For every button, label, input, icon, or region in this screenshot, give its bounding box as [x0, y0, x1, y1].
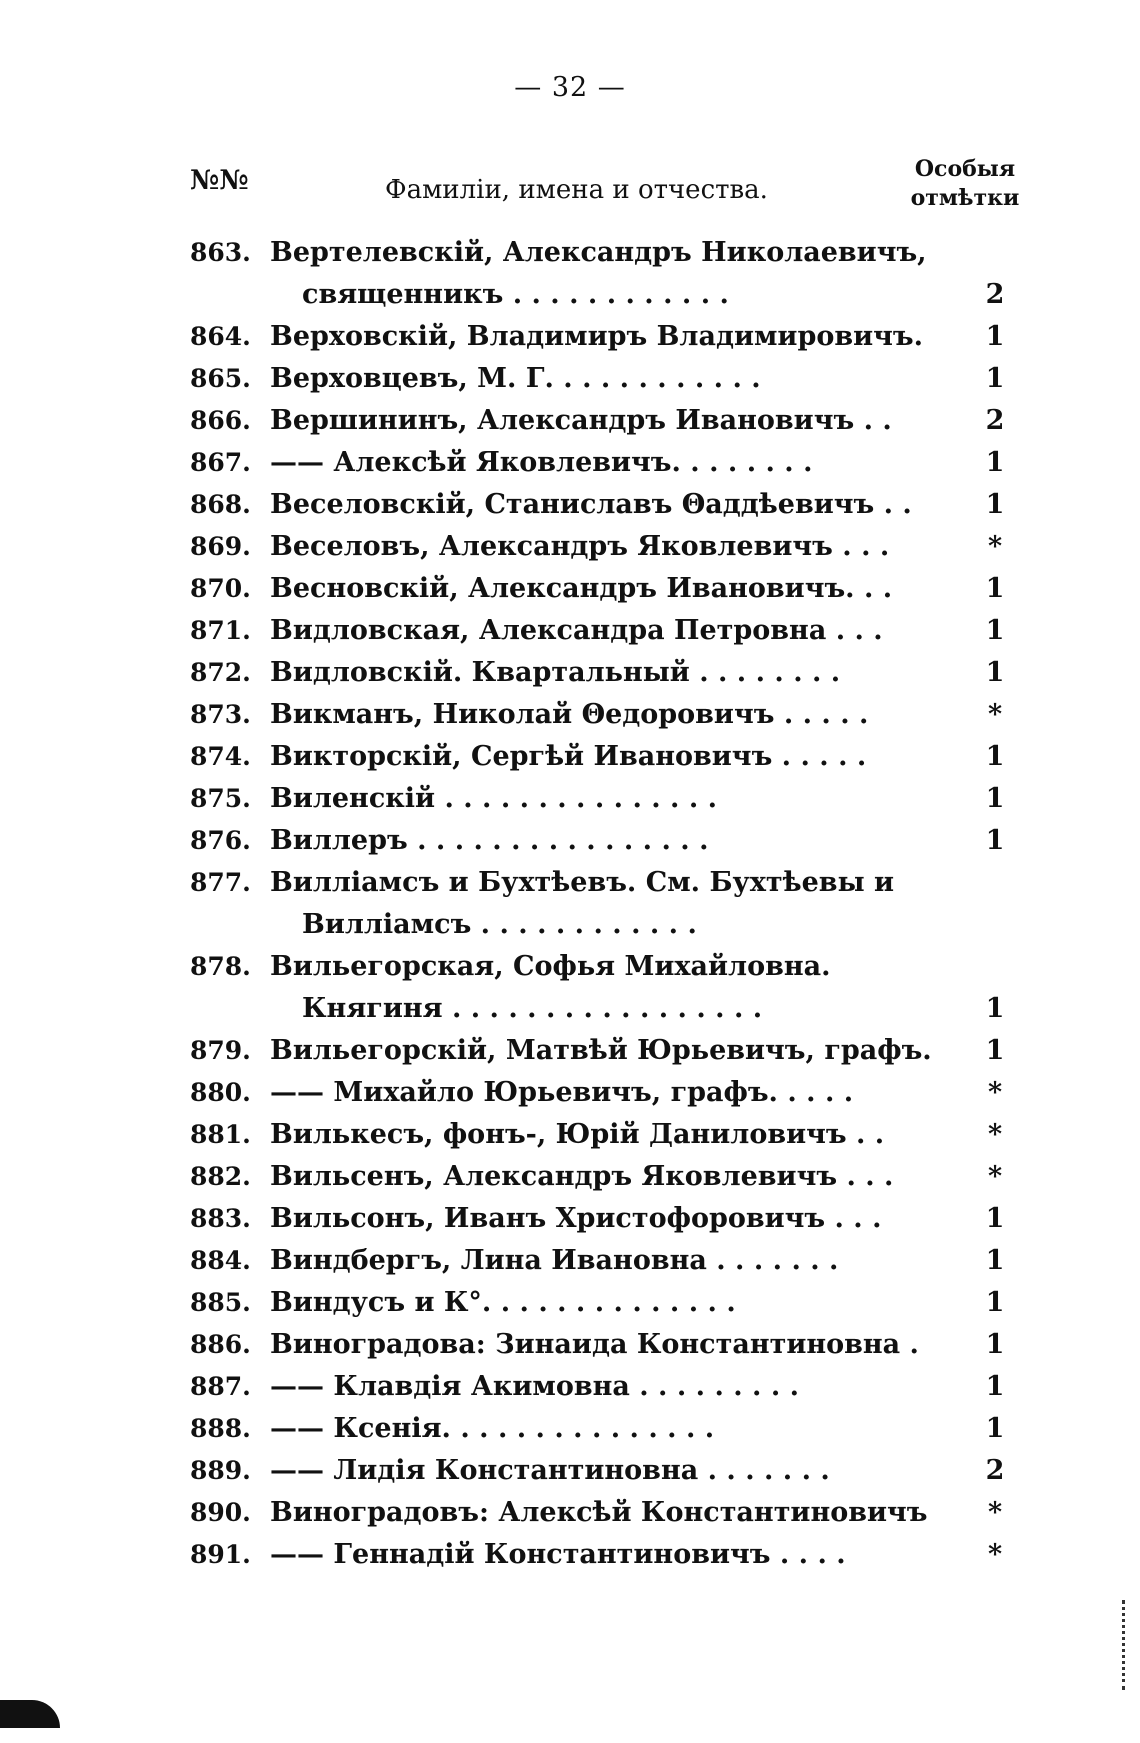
entry-number: 889. — [190, 1456, 251, 1485]
column-header-marks-line1: Особыя — [914, 156, 1016, 182]
entry-mark: 1 — [985, 447, 1005, 478]
table-header — [190, 155, 1020, 227]
entry-mark: 1 — [985, 1203, 1005, 1234]
entry-name: Веселовскій, Станиславъ Θаддѣевичъ . . — [270, 489, 912, 520]
entry-name: Верховскій, Владимиръ Владимировичъ. — [270, 321, 924, 352]
entry-name: Вертелевскій, Александръ Николаевичъ, священникъ . . . . . . . . . . . . — [270, 237, 927, 310]
entry-name: —— Алексѣй Яковлевичъ. . . . . . . . — [270, 447, 813, 478]
list-item — [0, 1324, 1140, 1366]
list-item — [0, 1198, 1140, 1240]
entry-number: 870. — [190, 574, 251, 603]
entry-number: 874. — [190, 742, 251, 771]
entry-mark: 1 — [985, 783, 1005, 814]
entry-mark: 1 — [985, 825, 1005, 856]
page-edge-marks — [1122, 1600, 1128, 1690]
entry-number: 875. — [190, 784, 251, 813]
entry-name: Вильсонъ, Иванъ Христофоровичъ . . . — [270, 1203, 882, 1234]
entry-number: 882. — [190, 1162, 251, 1191]
entry-number: 887. — [190, 1372, 251, 1401]
list-item — [0, 652, 1140, 694]
entry-name: Весновскій, Александръ Ивановичъ. . . — [270, 573, 893, 604]
column-header-names: Фамиліи, имена и отчества. — [385, 175, 768, 205]
entry-name: —— Михайло Юрьевичъ, графъ. . . . . — [270, 1077, 854, 1108]
entry-list — [0, 232, 1140, 1576]
entry-name: Викманъ, Николай Θедоровичъ . . . . . — [270, 699, 869, 730]
entry-mark: 1 — [985, 489, 1005, 520]
list-item — [0, 1240, 1140, 1282]
entry-name: —— Геннадій Константиновичъ . . . . — [270, 1539, 846, 1570]
entry-mark: * — [987, 1539, 1003, 1570]
entry-mark: 1 — [985, 615, 1005, 646]
entry-mark: 1 — [985, 363, 1005, 394]
entry-mark: 1 — [985, 1413, 1005, 1444]
list-item — [0, 1534, 1140, 1576]
entry-number: 865. — [190, 364, 251, 393]
entry-name: —— Ксенія. . . . . . . . . . . . . . . — [270, 1413, 715, 1444]
entry-name: Вильегорская, Софья Михайловна. Княгиня . . . . . . . . . . . . . . . . . — [270, 951, 831, 1024]
list-item — [0, 1030, 1140, 1072]
entry-number: 869. — [190, 532, 251, 561]
entry-number: 872. — [190, 658, 251, 687]
list-item — [0, 232, 1140, 316]
entry-mark: 1 — [985, 657, 1005, 688]
list-item — [0, 820, 1140, 862]
column-header-marks — [910, 155, 1020, 213]
entry-number: 886. — [190, 1330, 251, 1359]
entry-number: 879. — [190, 1036, 251, 1065]
ink-smudge — [0, 1700, 60, 1728]
entry-number: 871. — [190, 616, 251, 645]
entry-name: Виллеръ . . . . . . . . . . . . . . . . — [270, 825, 709, 856]
entry-number: 877. — [190, 868, 251, 897]
entry-number: 873. — [190, 700, 251, 729]
entry-number: 864. — [190, 322, 251, 351]
entry-name: Верховцевъ, М. Г. . . . . . . . . . . . — [270, 363, 761, 394]
entry-number: 885. — [190, 1288, 251, 1317]
entry-name: Видловскій. Квартальный . . . . . . . . — [270, 657, 841, 688]
entry-mark: 1 — [985, 1245, 1005, 1276]
entry-number: 867. — [190, 448, 251, 477]
entry-name: Вилліамсъ и Бухтѣевъ. См. Бухтѣевы и Вилліамсъ . . . . . . . . . . . . — [270, 867, 895, 940]
entry-name: Виноградовъ: Алексѣй Константиновичъ — [270, 1497, 928, 1528]
list-item — [0, 526, 1140, 568]
column-header-marks-line2: отмѣтки — [910, 185, 1020, 211]
entry-number: 888. — [190, 1414, 251, 1443]
entry-number: 890. — [190, 1498, 251, 1527]
list-item — [0, 778, 1140, 820]
entry-mark: 1 — [985, 1035, 1005, 1066]
list-item — [0, 1408, 1140, 1450]
list-item — [0, 1072, 1140, 1114]
entry-name: Виндбергъ, Лина Ивановна . . . . . . . — [270, 1245, 839, 1276]
entry-name: —— Лидія Константиновна . . . . . . . — [270, 1455, 830, 1486]
list-item — [0, 862, 1140, 946]
entry-mark: 2 — [985, 1455, 1005, 1486]
entry-mark: 1 — [985, 573, 1005, 604]
entry-mark: 2 — [985, 279, 1005, 310]
entry-name: Вилькесъ, фонъ-, Юрій Даниловичъ . . — [270, 1119, 885, 1150]
entry-mark: 1 — [985, 1371, 1005, 1402]
entry-mark: * — [987, 1119, 1003, 1150]
entry-name: Видловская, Александра Петровна . . . — [270, 615, 883, 646]
entry-name: Викторскій, Сергѣй Ивановичъ . . . . . — [270, 741, 867, 772]
entry-name: Веселовъ, Александръ Яковлевичъ . . . — [270, 531, 890, 562]
list-item — [0, 358, 1140, 400]
entry-name: Виндусъ и К°. . . . . . . . . . . . . . — [270, 1287, 736, 1318]
entry-mark: 1 — [985, 321, 1005, 352]
entry-name: Вершининъ, Александръ Ивановичъ . . — [270, 405, 892, 436]
entry-name: —— Клавдія Акимовна . . . . . . . . . — [270, 1371, 800, 1402]
entry-mark: 1 — [985, 993, 1005, 1024]
entry-mark: 1 — [985, 741, 1005, 772]
entry-mark: * — [987, 1077, 1003, 1108]
entry-mark: * — [987, 531, 1003, 562]
entry-number: 876. — [190, 826, 251, 855]
list-item — [0, 946, 1140, 1030]
entry-number: 866. — [190, 406, 251, 435]
entry-number: 884. — [190, 1246, 251, 1275]
list-item — [0, 1492, 1140, 1534]
list-item — [0, 442, 1140, 484]
entry-name: Виноградова: Зинаида Константиновна . — [270, 1329, 919, 1360]
list-item — [0, 484, 1140, 526]
list-item — [0, 1114, 1140, 1156]
list-item — [0, 400, 1140, 442]
entry-mark: 2 — [985, 405, 1005, 436]
entry-number: 883. — [190, 1204, 251, 1233]
entry-name: Вильсенъ, Александръ Яковлевичъ . . . — [270, 1161, 894, 1192]
list-item — [0, 1156, 1140, 1198]
list-item — [0, 316, 1140, 358]
entry-mark: * — [987, 699, 1003, 730]
entry-mark: 1 — [985, 1329, 1005, 1360]
entry-mark: * — [987, 1497, 1003, 1528]
entry-number: 881. — [190, 1120, 251, 1149]
entry-number: 863. — [190, 238, 251, 267]
list-item — [0, 694, 1140, 736]
entry-name: Виленскій . . . . . . . . . . . . . . . — [270, 783, 718, 814]
list-item — [0, 610, 1140, 652]
entry-number: 878. — [190, 952, 251, 981]
list-item — [0, 568, 1140, 610]
entry-mark: 1 — [985, 1287, 1005, 1318]
entry-mark: * — [987, 1161, 1003, 1192]
entry-name: Вильегорскій, Матвѣй Юрьевичъ, графъ. — [270, 1035, 932, 1066]
list-item — [0, 736, 1140, 778]
entry-number: 868. — [190, 490, 251, 519]
list-item — [0, 1450, 1140, 1492]
column-header-number: №№ — [190, 165, 249, 196]
page-number: — 32 — — [514, 72, 626, 103]
list-item — [0, 1282, 1140, 1324]
entry-number: 891. — [190, 1540, 251, 1569]
entry-number: 880. — [190, 1078, 251, 1107]
list-item — [0, 1366, 1140, 1408]
